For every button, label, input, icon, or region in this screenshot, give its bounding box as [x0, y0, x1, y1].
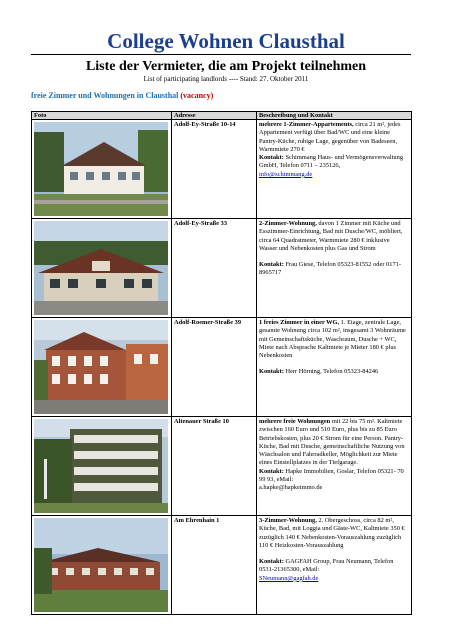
page-subtitle: Liste der Vermieter, die am Projekt teilnehmen	[85, 59, 367, 74]
contact-label: Kontakt:	[259, 261, 284, 269]
section-label: freie Zimmer und Wohnungen in Clausthal	[31, 91, 179, 100]
contact-label: Kontakt:	[259, 368, 284, 376]
address-cell: Adolf-Ey-Straße 33	[172, 219, 257, 318]
column-header-photo: Foto	[32, 112, 172, 120]
listing-text: mit 22 bis 75 m². Kaltmiete zwischen 160 Euro und 510 Euro, plus bis zu 85 Euro Betriebskosten, plus 20 € Strom für eine Person. Pantry-Küche, Bad mit Dusche, gemeinschaftliche Nutzung von Wäschsalon und Fahrradkeller, Möglichkeit zur Miete eines Einstellplatzes in der Tiefgarage.	[259, 418, 405, 467]
photo-cell	[32, 120, 172, 219]
photo-cell	[32, 318, 172, 417]
listing-title: 3-Zimmer-Wohnung,	[259, 517, 317, 524]
table-row	[32, 318, 412, 417]
listing-text: 1. Etage, zentrale Lage, gesamte Wohnung circa 102 m², insgesamt 3 Wohnräume mit Gemeinschaftsküche, Waschraum, Dusche + WC, Miete nach Absprache Kaltmiete je Mieter 180 € plus Nebenkosten	[259, 319, 406, 360]
building-photo	[34, 221, 168, 315]
title-divider	[31, 54, 411, 55]
description-cell	[257, 219, 412, 318]
column-header-address: Adresse	[172, 112, 257, 120]
description-cell	[257, 516, 412, 615]
address-cell: Am Ehrenhain 1	[172, 516, 257, 615]
contact-text: GAGFAH Group, Frau Neumann, Telefon 0531-21365300, eMail:	[259, 558, 394, 574]
column-header-description: Beschreibung und Kontakt	[257, 112, 412, 120]
listing-text: davon 1 Zimmer mit Küche und Esszimmer-Einrichtung, Bad mit Dusche/WC, möbliert, circa 64 Quadratmeter, Warmmiete 280 € inklusive Wasser und Nebenkosten plus Gas und Strom	[259, 220, 403, 252]
table-row	[32, 516, 412, 615]
table-row	[32, 417, 412, 516]
table-row	[32, 120, 412, 219]
photo-cell	[32, 219, 172, 318]
email-link[interactable]: info@schimmang.de	[259, 170, 313, 178]
section-heading	[31, 91, 213, 101]
address-cell: Adolf-Ey-Straße 10-14	[172, 120, 257, 219]
building-photo	[34, 320, 168, 414]
contact-text: Frau Giese, Telefon 05323-81552 oder 0171-8965717	[259, 261, 401, 277]
contact-text: Hapke Immobilien, Goslar, Telefon 05321- 70 99 93, eMail:	[259, 467, 404, 484]
list-date-note: List of participating landlords ---- Stand: 27. Oktober 2011	[143, 75, 309, 83]
listing-text: 2. Obergeschoss, circa 82 m², Küche, Bad, mit Loggia und Gäste-WC, Kaltmiete 350 € zuzüglich 140 € Nebenkosten-Vorauszahlung zuzüglich 110 € Heizkosten-Vorauszahlung	[259, 517, 405, 549]
email-link[interactable]: SNeumann@gagfah.de	[259, 574, 319, 582]
listing-title: mehrere 1-Zimmer-Appartements,	[259, 121, 354, 128]
description-cell	[257, 318, 412, 417]
description-cell	[257, 417, 412, 516]
building-photo	[34, 122, 168, 216]
building-photo	[34, 518, 168, 612]
landlord-table	[31, 111, 412, 615]
section-tag: (vacancy)	[180, 91, 214, 100]
table-header-row	[32, 112, 412, 120]
listing-title: 1 freies Zimmer in einer WG,	[259, 319, 340, 326]
contact-label: Kontakt:	[259, 558, 284, 566]
address-cell: Adolf-Roemer-Straße 39	[172, 318, 257, 417]
contact-text: Schimmang Haus- und Vermögensverwaltung GmbH, Telefon 0711 – 235126,	[259, 154, 404, 170]
table-row	[32, 219, 412, 318]
photo-cell	[32, 516, 172, 615]
page-title: College Wohnen Clausthal	[107, 29, 345, 53]
building-photo	[34, 419, 168, 513]
contact-label: Kontakt:	[259, 467, 284, 475]
listing-text: circa 21 m², jedes Appartement verfügt über Bad/WC und eine kleine Pantry-Küche, ruhige Lage, gegenüber von Badeseen, Warmmiete 270 €	[259, 121, 401, 153]
address-cell: Altenauer Straße 10	[172, 417, 257, 516]
listing-title: mehrere freie Wohnungen	[259, 418, 331, 425]
email-link[interactable]: a.hapke@hapkeimmo.de	[259, 484, 323, 492]
description-cell	[257, 120, 412, 219]
contact-text: Herr Hörning, Telefon 05323-84246	[283, 368, 379, 376]
contact-label: Kontakt:	[259, 154, 284, 162]
photo-cell	[32, 417, 172, 516]
listing-title: 2-Zimmer-Wohnung,	[259, 220, 317, 227]
